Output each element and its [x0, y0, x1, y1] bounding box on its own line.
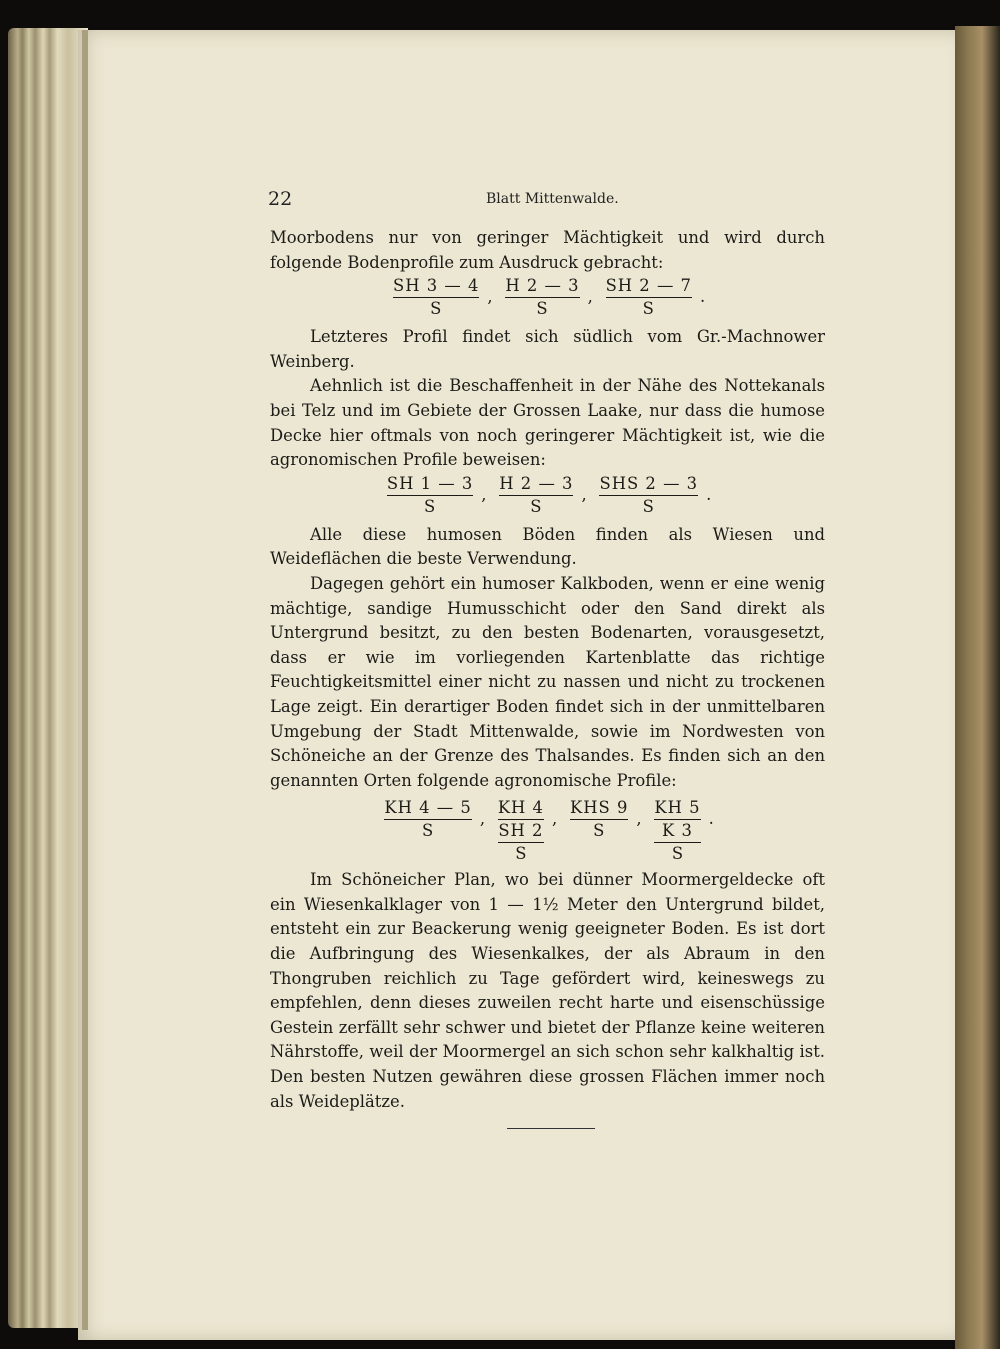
- comma: ,: [587, 287, 593, 307]
- numerator: H 2 — 3: [505, 276, 580, 296]
- page-number: 22: [268, 188, 293, 210]
- numerator: SH 1 — 3: [386, 473, 474, 493]
- section-end-rule: [507, 1128, 595, 1129]
- paragraph-5: Dagegen gehört ein humoser Kalkboden, wenn er eine wenig mächtige, sandige Humusschicht oder den Sand direkt als Untergrund besitzt, zu den besten Bodenarten, vorausgesetzt, dass er wie im vorliegenden Kartenblatte das richtige Feuchtigkeitsmittel einer nicht zu nassen und nicht zu trockenen Lage zeigt. Ein derartiger Boden findet sich in der unmittelbaren Umgebung der Stadt Mittenwalde, sowie im Nordwesten von Schöneiche an der Grenze des Thalsandes. Es finden sich an den genannten Orten folgende agronomische Profile:: [270, 573, 825, 790]
- denominator: S: [423, 496, 437, 516]
- book-page-edges: [8, 28, 88, 1328]
- period: .: [708, 809, 714, 829]
- paragraph-6: Im Schöneicher Plan, wo bei dünner Moormergeldecke oft ein Wiesenkalklager von 1 — 1½ Meter den Untergrund bildet, entsteht ein zur Beackerung wenig geeigneter Boden. Es ist dort die Aufbringung des Wiesenkalkes, der als Abraum in den Thongruben reichlich zu Tage gefördert wird, keineswegs zu empfehlen, denn dieses zuweilen recht harte und eisenschüssige Gestein zerfällt sehr schwer und bietet der Pflanze keine weiteren Nährstoffe, weil der Moormergel an sich schon sehr kalkhaltig ist. Den besten Nutzen gewähren diese grossen Flächen immer noch als Weideplätze.: [270, 870, 825, 1111]
- middle-term: SH 2: [498, 821, 544, 841]
- fraction: [497, 275, 587, 320]
- comma: ,: [581, 484, 587, 504]
- numerator: KH 4 — 5: [384, 798, 472, 818]
- formula-3: [270, 797, 825, 865]
- fraction: [598, 275, 700, 320]
- numerator: SHS 2 — 3: [599, 473, 699, 493]
- fraction: [385, 275, 487, 320]
- book-right-edge: [955, 26, 1000, 1349]
- denominator: S: [536, 299, 549, 319]
- formula-2: [270, 473, 825, 520]
- numerator: KHS 9: [570, 798, 629, 818]
- comma: ,: [479, 809, 486, 829]
- numerator: KH 5: [654, 798, 701, 818]
- paragraph-3: Aehnlich ist die Beschaffenheit in der Nähe des Nottekanals bei Telz und im Gebiete der Grossen Laake, nur dass die humose Decke hier oftmals von noch geringerer Mächtigkeit ist, wie die agronomischen Profile beweisen:: [270, 376, 825, 470]
- fraction: [646, 797, 708, 865]
- denominator: S: [515, 844, 527, 864]
- denominator: S: [530, 496, 543, 516]
- fraction: [491, 473, 581, 518]
- fraction: [490, 797, 552, 865]
- page-header: [268, 188, 828, 212]
- period: .: [706, 484, 712, 504]
- denominator: S: [642, 496, 655, 516]
- comma: ,: [636, 809, 642, 829]
- running-title: Blatt Mittenwalde.: [486, 191, 619, 207]
- numerator: SH 3 — 4: [393, 276, 480, 296]
- middle-term: K 3: [662, 821, 693, 841]
- comma: ,: [481, 484, 487, 504]
- fraction: [591, 473, 706, 518]
- denominator: S: [430, 299, 443, 319]
- denominator: S: [421, 821, 435, 841]
- fraction: [379, 473, 481, 518]
- fraction: [376, 797, 479, 842]
- numerator: SH 2 — 7: [605, 276, 692, 296]
- comma: ,: [552, 809, 558, 829]
- denominator: S: [671, 844, 684, 864]
- denominator: S: [593, 821, 606, 841]
- numerator: H 2 — 3: [499, 473, 574, 493]
- paragraph-4: Alle diese humosen Böden finden als Wiesen und Weideflächen die beste Verwendung.: [270, 524, 825, 569]
- paragraph-2: Letzteres Profil findet sich südlich vom Gr.-Machnower Weinberg.: [270, 327, 825, 371]
- fraction: [562, 797, 636, 842]
- paragraph-1: Moorbodens nur von geringer Mächtigkeit und wird durch folgende Bodenprofile zum Ausdruck gebracht:: [270, 228, 825, 272]
- numerator: KH 4: [497, 798, 544, 818]
- period: .: [699, 287, 706, 307]
- comma: ,: [487, 287, 493, 307]
- formula-1: [270, 275, 825, 322]
- body-text: [270, 226, 825, 1114]
- denominator: S: [642, 299, 655, 319]
- page-gutter-shadow: [82, 30, 88, 1330]
